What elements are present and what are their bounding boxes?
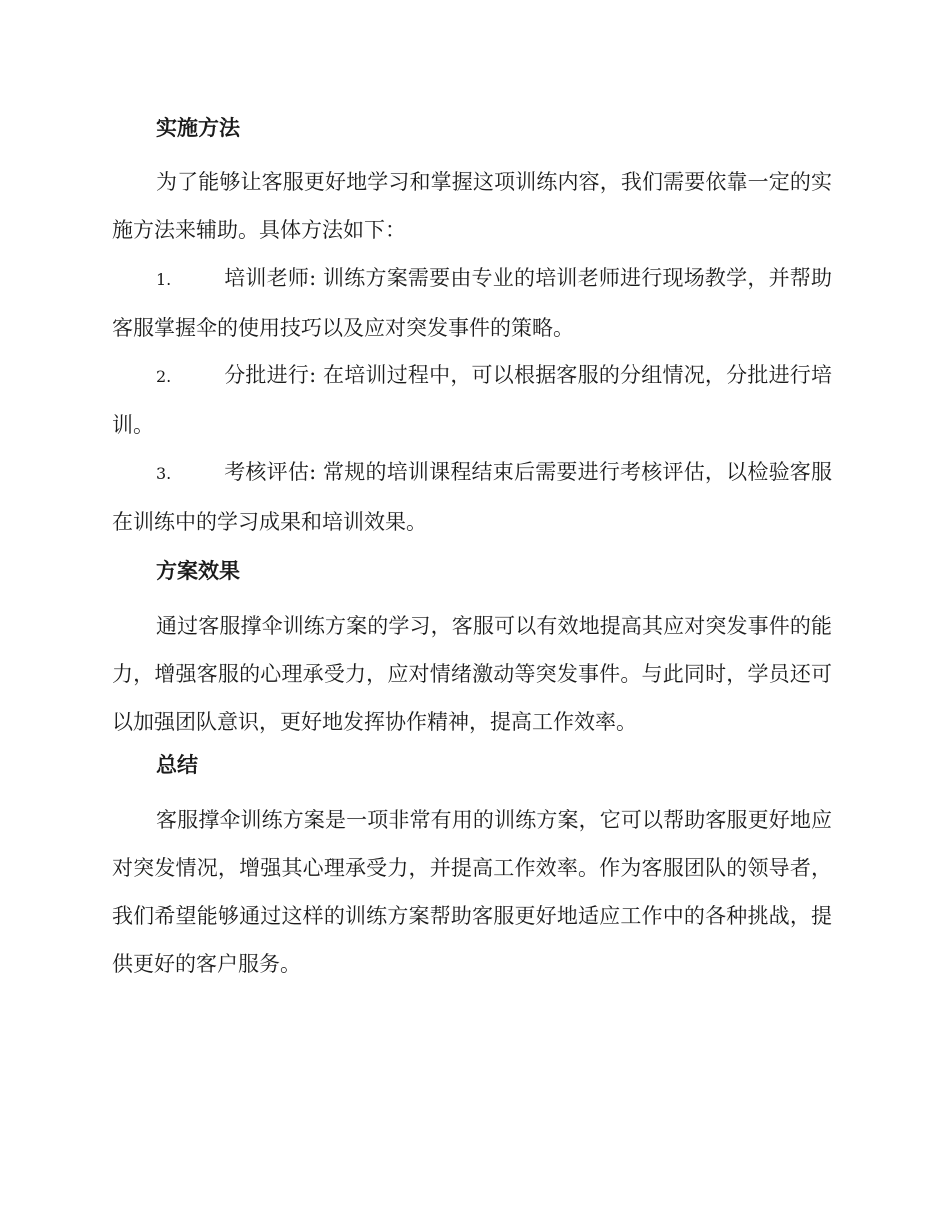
list-item-1 xyxy=(112,254,832,352)
list-number-1: 1. xyxy=(156,270,172,289)
list-item-3 xyxy=(112,448,832,546)
implementation-intro: 为了能够让客服更好地学习和掌握这项训练内容，我们需要依靠一定的实施方法来辅助。具体方法如下： xyxy=(112,170,832,242)
effect-body: 通过客服撑伞训练方案的学习，客服可以有效地提高其应对突发事件的能力，增强客服的心理承受力，应对情绪激动等突发事件。与此同时，学员还可以加强团队意识，更好地发挥协作精神，提高工作效率。 xyxy=(112,614,832,734)
list-text-1: 培训老师: 训练方案需要由专业的培训老师进行现场教学，并帮助客服掌握伞的使用技巧以及应对突发事件的策略。 xyxy=(112,266,832,340)
list-number-3: 3. xyxy=(156,464,172,483)
list-item-2 xyxy=(112,351,832,449)
list-text-2: 分批进行: 在培训过程中，可以根据客服的分组情况，分批进行培训。 xyxy=(112,363,832,437)
section-heading-summary: 总结 xyxy=(156,753,198,777)
section-heading-effect: 方案效果 xyxy=(156,559,240,583)
list-number-2: 2. xyxy=(156,367,172,386)
summary-body: 客服撑伞训练方案是一项非常有用的训练方案，它可以帮助客服更好地应对突发情况，增强其心理承受力，并提高工作效率。作为客服团队的领导者，我们希望能够通过这样的训练方案帮助客服更好地适应工作中的各种挑战，提供更好的客户服务。 xyxy=(112,808,832,976)
section-heading-implementation: 实施方法 xyxy=(156,116,240,140)
list-text-3: 考核评估: 常规的培训课程结束后需要进行考核评估，以检验客服在训练中的学习成果和培训效果。 xyxy=(112,460,832,534)
